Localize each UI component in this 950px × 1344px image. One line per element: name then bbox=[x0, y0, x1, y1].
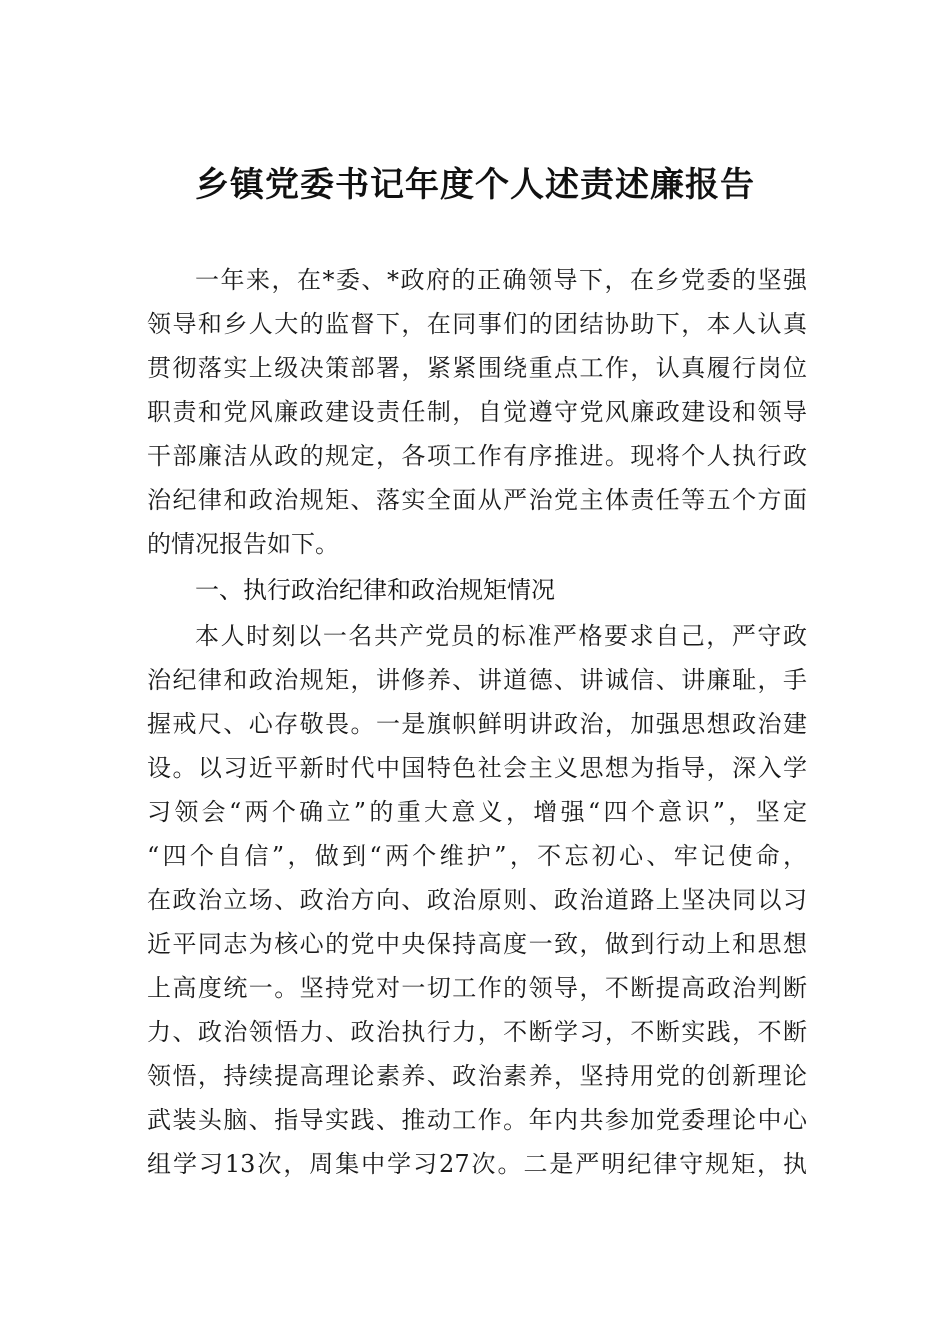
intro-line-5: 干部廉洁从政的规定，各项工作有序推进。现将个人执行政 bbox=[147, 442, 807, 470]
section-1-line-13: 组学习13次，周集中学习27次。二是严明纪律守规矩，执 bbox=[147, 1150, 807, 1178]
intro-line-4: 职责和党风廉政建设责任制，自觉遵守党风廉政建设和领导 bbox=[147, 398, 807, 426]
section-1-line-4: 设。以习近平新时代中国特色社会主义思想为指导，深入学 bbox=[147, 754, 807, 782]
intro-line-7: 的情况报告如下。 bbox=[147, 530, 339, 558]
section-1-line-3: 握戒尺、心存敬畏。一是旗帜鲜明讲政治，加强思想政治建 bbox=[147, 710, 807, 738]
section-1-line-11: 领悟，持续提高理论素养、政治素养，坚持用党的创新理论 bbox=[147, 1062, 807, 1090]
section-1-line-12: 武装头脑、指导实践、推动工作。年内共参加党委理论中心 bbox=[147, 1106, 807, 1134]
intro-line-2: 领导和乡人大的监督下，在同事们的团结协助下，本人认真 bbox=[147, 310, 807, 338]
section-1-line-9: 上高度统一。坚持党对一切工作的领导，不断提高政治判断 bbox=[147, 974, 807, 1002]
section-1-line-1: 本人时刻以一名共产党员的标准严格要求自己，严守政 bbox=[195, 622, 807, 650]
section-1-line-5: 习领会“两个确立”的重大意义，增强“四个意识”，坚定 bbox=[147, 798, 807, 826]
section-1-line-6: “四个自信”，做到“两个维护”，不忘初心、牢记使命， bbox=[147, 842, 807, 870]
section-1-line-2: 治纪律和政治规矩，讲修养、讲道德、讲诚信、讲廉耻，手 bbox=[147, 666, 807, 694]
section-1-line-7: 在政治立场、政治方向、政治原则、政治道路上坚决同以习 bbox=[147, 886, 807, 914]
section-1-line-8: 近平同志为核心的党中央保持高度一致，做到行动上和思想 bbox=[147, 930, 807, 958]
section-1-line-10: 力、政治领悟力、政治执行力，不断学习，不断实践，不断 bbox=[147, 1018, 807, 1046]
intro-line-6: 治纪律和政治规矩、落实全面从严治党主体责任等五个方面 bbox=[147, 486, 807, 514]
intro-line-1: 一年来，在*委、*政府的正确领导下，在乡党委的坚强 bbox=[195, 266, 807, 294]
document-title: 乡镇党委书记年度个人述责述廉报告 bbox=[195, 165, 755, 205]
section-1-heading: 一、执行政治纪律和政治规矩情况 bbox=[195, 576, 555, 604]
intro-line-3: 贯彻落实上级决策部署，紧紧围绕重点工作，认真履行岗位 bbox=[147, 354, 807, 382]
